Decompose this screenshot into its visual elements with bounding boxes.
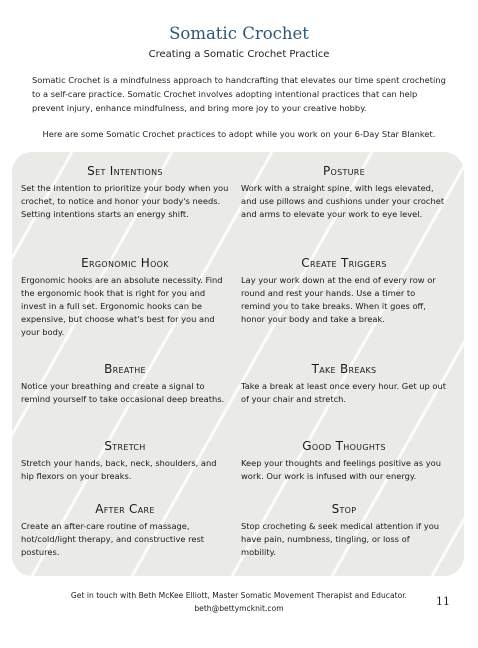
section-heading: Create Triggers xyxy=(301,256,387,270)
section-body: Work with a straight spine, with legs elevated, and use pillows and cushions under your crochet and arms to elevate your work to eye level. xyxy=(241,183,445,219)
section-body: Set the intention to prioritize your body when you crochet, to notice and honor your body's needs. Setting intentions starts an energy shift. xyxy=(21,183,229,219)
page-title: Somatic Crochet xyxy=(169,24,309,43)
section-body: Take a break at least once every hour. Get up out of your chair and stretch. xyxy=(241,381,446,404)
section-body: Ergonomic hooks are an absolute necessity. Find the ergonomic hook that is right for you and invest in a full set. Ergonomic hooks can be expensive, but choose what's best for you and your body. xyxy=(21,275,223,337)
section-ergonomic-hook xyxy=(21,256,229,339)
section-heading: Take Breaks xyxy=(311,362,377,376)
page-number: 11 xyxy=(436,595,450,608)
section-create-triggers xyxy=(241,256,447,326)
footer-email-link[interactable]: beth@bettymcknit.com xyxy=(194,604,284,613)
page-subtitle: Creating a Somatic Crochet Practice xyxy=(148,49,330,60)
section-set-intentions xyxy=(21,164,229,221)
section-after-care xyxy=(21,502,229,559)
section-stretch xyxy=(21,439,229,483)
section-heading: Set Intentions xyxy=(87,164,163,178)
section-heading: Good Thoughts xyxy=(302,439,386,453)
section-take-breaks xyxy=(241,362,447,406)
lead-sentence: Here are some Somatic Crochet practices to adopt while you work on your 6-Day Star Blanket. xyxy=(42,129,436,139)
section-body: Lay your work down at the end of every row or round and rest your hands. Use a timer to remind you to take breaks. When it goes off, honor your body and take a break. xyxy=(241,275,436,324)
section-heading: Ergonomic Hook xyxy=(81,256,169,270)
section-breathe xyxy=(21,362,229,406)
section-body: Stop crocheting & seek medical attention if you have pain, numbness, tingling, or loss of mobility. xyxy=(241,521,440,557)
section-stop xyxy=(241,502,447,559)
section-heading: After Care xyxy=(95,502,155,516)
section-heading: Stretch xyxy=(104,439,146,453)
section-heading: Stop xyxy=(331,502,357,516)
section-posture xyxy=(241,164,447,221)
section-good-thoughts xyxy=(241,439,447,483)
footer-contact xyxy=(0,589,478,615)
footer-contact-line: Get in touch with Beth McKee Elliott, Master Somatic Movement Therapist and Educator. xyxy=(70,591,408,600)
section-heading: Breathe xyxy=(104,362,146,376)
section-body: Notice your breathing and create a signal to remind yourself to take occasional deep breaths. xyxy=(21,381,225,404)
section-heading: Posture xyxy=(322,164,366,178)
section-body: Create an after-care routine of massage, hot/cold/light therapy, and constructive rest postures. xyxy=(21,521,205,557)
intro-paragraph: Somatic Crochet is a mindfulness approach to handcrafting that elevates our time spent crocheting to a self-care practice. Somatic Crochet involves adopting intentional practices that can help prevent injury, enhance mindfulness, and bring more joy to your creative hobby. xyxy=(32,75,446,113)
section-body: Keep your thoughts and feelings positive as you work. Our work is infused with our energy. xyxy=(241,458,441,481)
section-body: Stretch your hands, back, neck, shoulders, and hip flexors on your breaks. xyxy=(21,458,217,481)
